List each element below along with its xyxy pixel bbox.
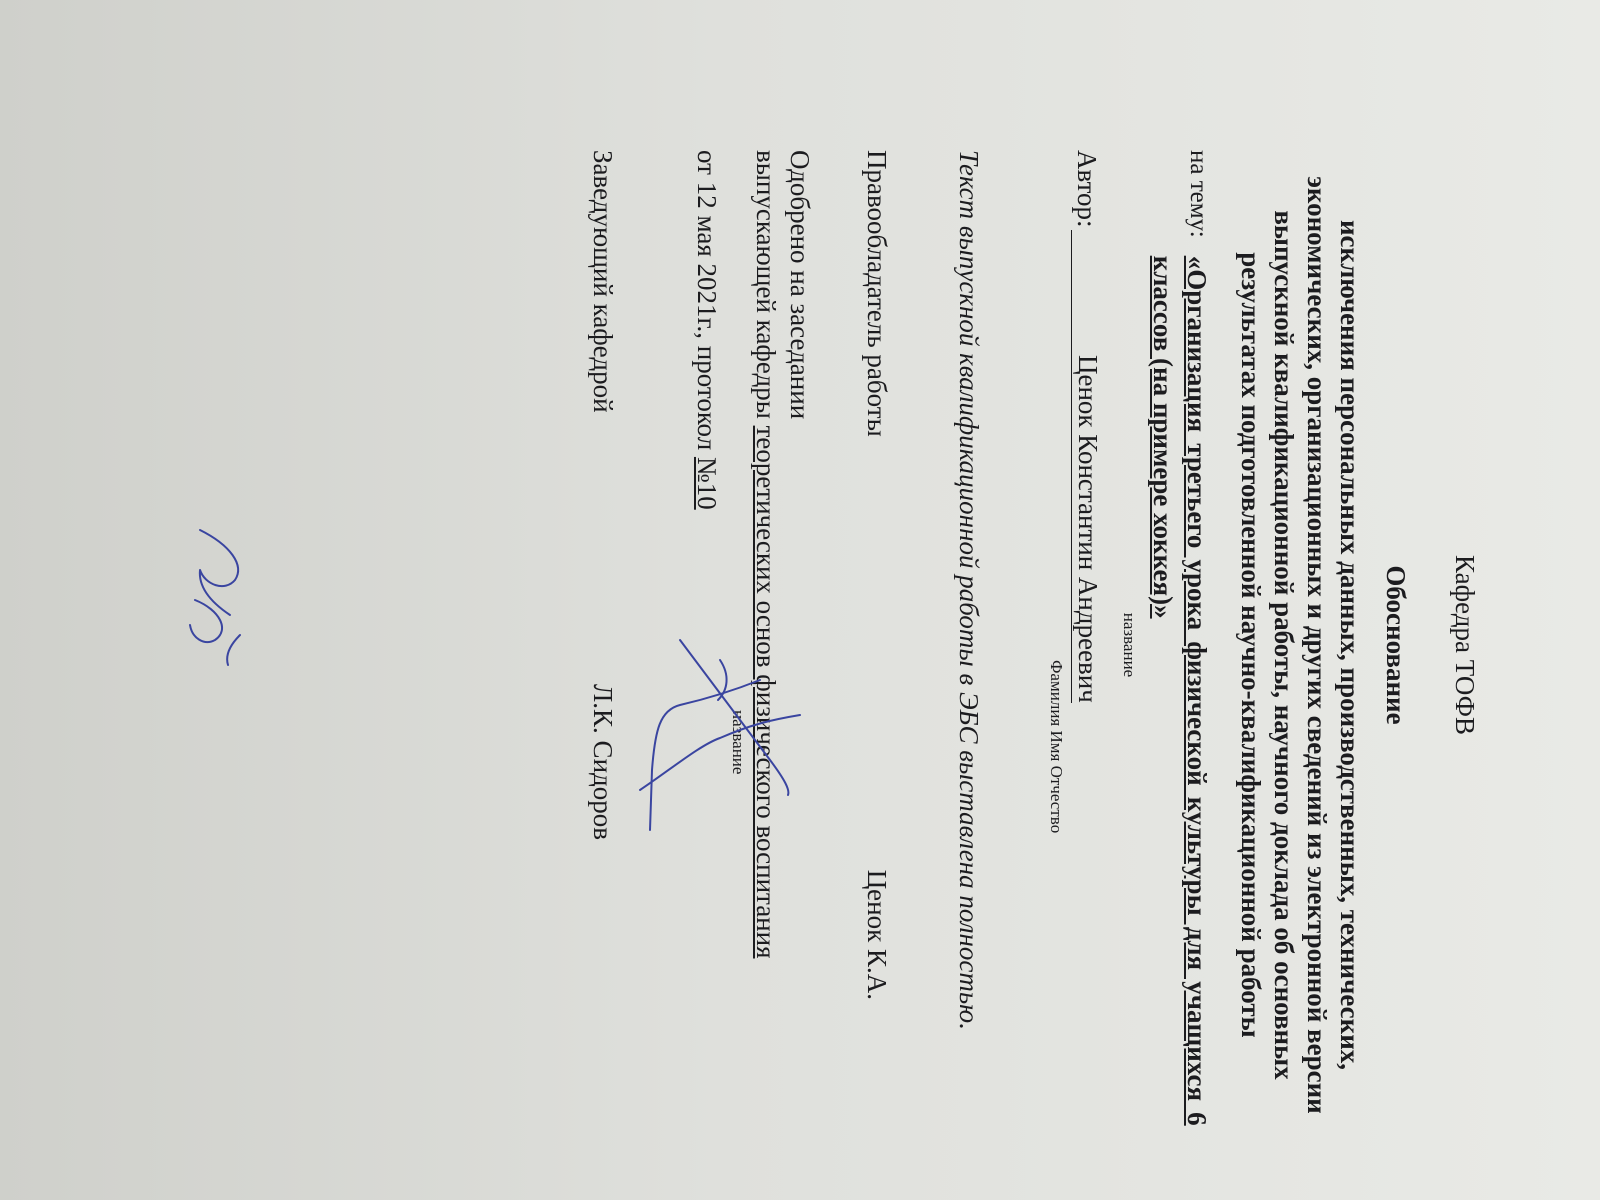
department-caption: название [729, 710, 748, 775]
department-title: Кафедра ТОФВ [1450, 554, 1480, 736]
head-signature [160, 520, 270, 670]
publication-notice: Текст выпускной квалификационной работы в ЭБС выставлена полностью. [954, 150, 984, 1030]
topic-label: на тему: [1185, 150, 1212, 238]
author-row [1071, 150, 1104, 1140]
protocol-number: №10 [692, 456, 722, 510]
rights-holder-name: Ценок К.А. [862, 869, 892, 1000]
approval-prefix: выпускающей кафедры [751, 150, 781, 426]
author-blank-line [1071, 230, 1098, 355]
head-name: Л.К. Сидоров [588, 683, 618, 840]
approval-block [749, 150, 817, 1140]
topic-title: «Организация третьего урока физической культуры для учащихся 6 классов (на примере хоккея)» [1148, 255, 1212, 1126]
document-page [587, 150, 1480, 1140]
protocol-line [691, 150, 723, 1140]
author-label: Автор: [1072, 150, 1102, 228]
document-heading: Обоснование [1381, 565, 1411, 725]
topic-row [1146, 150, 1214, 1140]
protocol-prefix: от 12 мая 2021г., протокол [692, 150, 722, 457]
approval-department-line [749, 150, 783, 1140]
author-caption: Фамилия Имя Отчество [1047, 660, 1066, 834]
head-row [587, 150, 619, 840]
author-name: Ценок Константин Андреевич [1073, 355, 1103, 703]
topic-caption: название [1120, 612, 1139, 678]
head-label: Заведующий кафедрой [588, 150, 618, 413]
rights-holder-label: Правообладатель работы [862, 150, 892, 437]
approval-department: теоретических основ физического воспитания [751, 425, 781, 959]
approval-line: Одобрено на заседании [785, 150, 815, 420]
document-description: исключения персональных данных, производственных, технических, экономических, организационных и других сведений из электронной версии выпускной квалификационной работы, научного доклада об основных результатах подготовленной научно-квалификационной работы [1236, 176, 1365, 1114]
rights-holder-row [861, 150, 893, 1000]
